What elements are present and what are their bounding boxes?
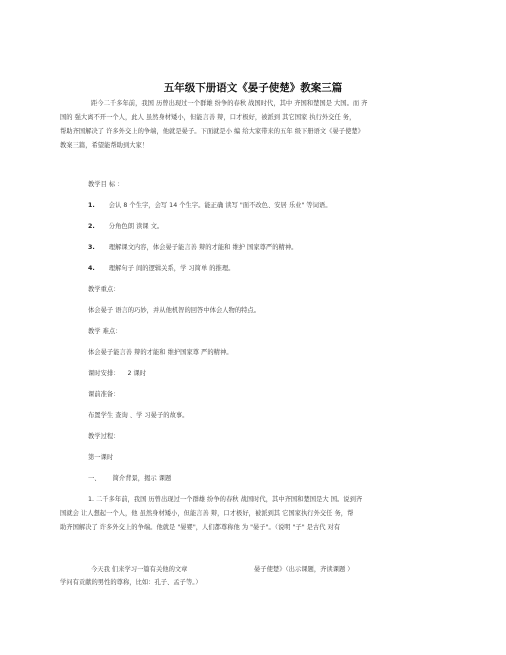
para-1-line-3: 助齐国解决了 许多外交上的争端。他就是 "晏婴"，人们都尊称他 为 "晏子"。（说明 "子" 是古代 对有: [60, 524, 341, 531]
lesson-1-heading: 第一课时: [88, 454, 114, 461]
process-heading: 教学过程：: [88, 433, 120, 440]
period-label: 课时安排：: [88, 370, 120, 377]
difficulty-text: 体会晏子能言善 辩的才能和 维护国家尊 严的精神。: [88, 349, 233, 356]
goal-text: 分角色朗 读课 文。: [108, 223, 164, 230]
goal-item-3: [88, 244, 297, 252]
key-text: 体会晏子 语言的巧妙，并从他机智的回答中体会人物的特点。: [88, 307, 261, 314]
goal-item-1: [88, 202, 332, 210]
para-1-line-2: 国就会 让人想起一个人，他 虽然身材矮小，但能言善 辩，口才极好，被派到其 它国家执行外交任 务，帮: [60, 510, 354, 517]
goal-text: 理解课文内容，体会晏子能言善 辩的才能和 维护 国家尊严的精神。: [108, 244, 298, 251]
intro-line-2: 国的 强大离不开一个人，此人 虽然身材矮小，但能言善 辩，口才极好，被派到 其它国家 执行外交任 务，: [60, 114, 356, 121]
goal-text: 理解句子 间的逻辑关系，学 习简单 的推理。: [108, 265, 235, 272]
goal-text: 会认 8 个生字，会写 14 个生字。能正确 读写 "面不改色、安居 乐业" 等词语。: [108, 202, 332, 209]
period-line: [88, 370, 146, 378]
key-heading: 教学重点：: [88, 286, 120, 293]
para-1-line-1: 1. 二千多年前，我国 历曾出现过一个群雄 纷争的春秋 战国时代，其中齐国和楚国是大 国。说到齐: [88, 496, 363, 503]
goal-item-4: [88, 265, 234, 273]
bottom-right-fragment: 晏子使楚》（出示课题，齐读课题 ）: [254, 566, 354, 573]
intro-line-3: 帮助齐国解决了 许多外交上的争端，他就是晏子。下面就是小 编 给大家带来的五年 级下册语文《晏子使楚》: [60, 128, 364, 135]
prep-heading: 课前准备：: [88, 391, 120, 398]
section-title: 简介背景，揭示 课题: [112, 475, 172, 482]
bottom-line-2: 学问有贡献的男性的尊称，比如：孔子、孟子等。）: [60, 579, 202, 586]
bottom-left-fragment: 今天我 们来学习一篇有关他的文章: [91, 566, 188, 573]
prep-text: 布置学生 查询 、学 习晏子的故事。: [88, 412, 189, 419]
intro-line-1: 距今二千多年前，我国 历曾出现过一个群雄 纷争的春秋 战国时代，其中 齐国和楚国是 大国。而 齐: [91, 100, 368, 107]
goal-item-2: [88, 223, 163, 231]
section-1-heading: [88, 475, 171, 483]
goal-number: 4.: [88, 265, 95, 272]
goal-number: 2.: [88, 223, 95, 230]
document-title: 五年级下册语文《晏子使楚》教案三篇: [163, 82, 343, 94]
goal-number: 1.: [88, 202, 95, 209]
intro-line-4: 教案三篇，希望能帮助到大家！: [60, 142, 149, 149]
goal-number: 3.: [88, 244, 95, 251]
difficulty-heading: 教学 难点：: [88, 328, 122, 335]
period-value: 2 课时: [127, 370, 147, 377]
goals-heading: 教学目 标 ：: [88, 181, 124, 188]
section-number: 一、: [88, 475, 101, 482]
